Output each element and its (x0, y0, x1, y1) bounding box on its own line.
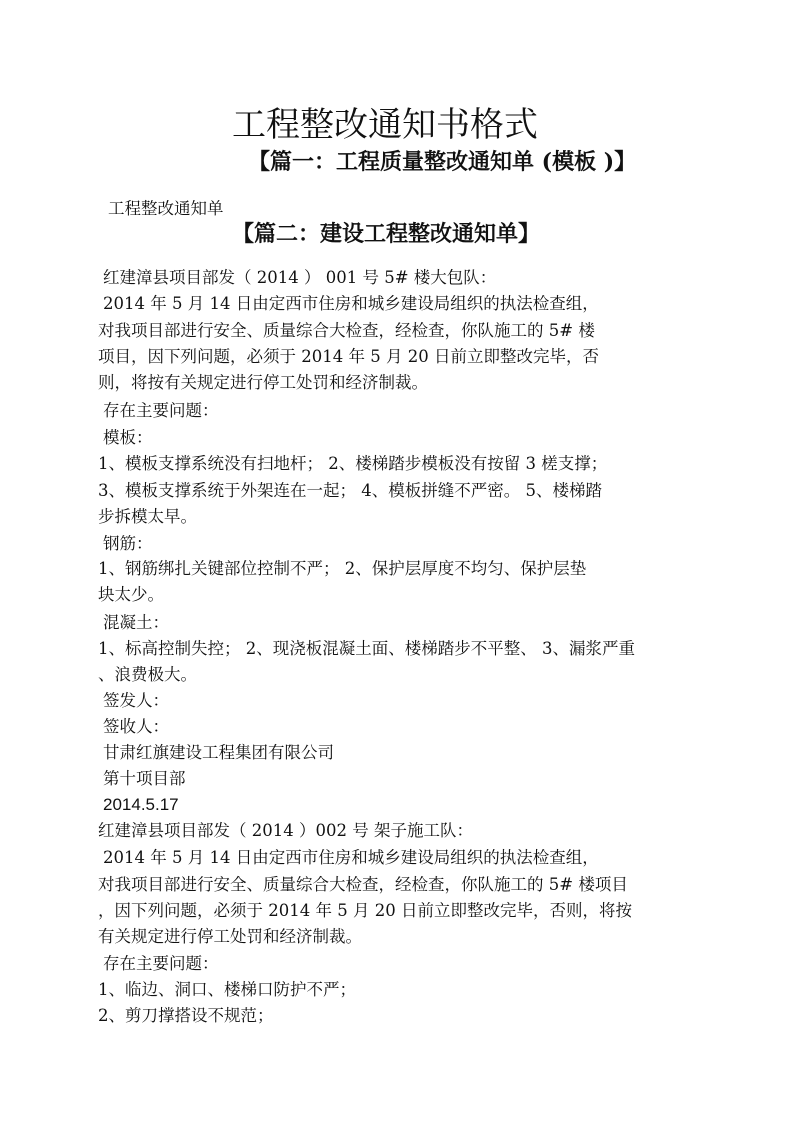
notice-header-line: 红建漳县项目部发（ 2014 ） 001 号 5# 楼大包队： (103, 268, 497, 287)
body-line: 项目，因下列问题，必须于 2014 年 5 月 20 日前立即整改完毕，否 (98, 347, 599, 366)
body-line: 则，将按有关规定进行停工处罚和经济制裁。 (98, 373, 428, 392)
notice-date: 2014.5.17 (103, 795, 179, 814)
issue-line: 1、临边、洞口、楼梯口防护不严； (98, 980, 356, 999)
body-line: 有关规定进行停工处罚和经济制裁。 (98, 927, 362, 946)
section-two-heading: 【篇二：建设工程整改通知单】 (232, 221, 541, 247)
body-line: 对我项目部进行安全、质量综合大检查，经检查，你队施工的 5# 楼 (98, 321, 595, 340)
document-title: 工程整改通知书格式 (232, 105, 538, 145)
issue-line: 3、模板支撑系统于外架连在一起； 4、模板拼缝不严密。 5、楼梯踏 (98, 481, 602, 500)
issue-line: 块太少。 (98, 585, 164, 604)
issues-label: 存在主要问题： (103, 401, 219, 420)
section-one-heading: 【篇一：工程质量整改通知单 (模板 )】 (248, 149, 637, 175)
body-line: 2014 年 5 月 14 日由定西市住房和城乡建设局组织的执法检查组， (103, 294, 599, 313)
category-label: 钢筋： (103, 534, 153, 553)
issue-line: 步拆模太早。 (98, 507, 197, 526)
recipient-label: 签收人： (103, 717, 169, 736)
issue-line: 2、剪刀撑搭设不规范； (98, 1006, 274, 1025)
issue-line: 、浪费极大。 (98, 665, 197, 684)
department-name: 第十项目部 (103, 769, 186, 788)
issue-line: 1、模板支撑系统没有扫地杆； 2、楼梯踏步模板没有按留 3 槎支撑； (98, 454, 608, 473)
category-label: 混凝土： (103, 613, 169, 632)
body-line: 对我项目部进行安全、质量综合大检查，经检查，你队施工的 5# 楼项目 (98, 875, 628, 894)
issue-line: 1、标高控制失控； 2、现浇板混凝土面、楼梯踏步不平整、 3、漏浆严重 (98, 639, 635, 658)
issues-label: 存在主要问题： (103, 954, 219, 973)
body-line: 2014 年 5 月 14 日由定西市住房和城乡建设局组织的执法检查组， (103, 848, 599, 867)
body-line: ，因下列问题，必须于 2014 年 5 月 20 日前立即整改完毕，否则，将按 (98, 901, 632, 920)
issuer-label: 签发人： (103, 691, 169, 710)
category-label: 模板： (103, 428, 153, 447)
issue-line: 1、钢筋绑扎关键部位控制不严； 2、保护层厚度不均匀、保护层垫 (98, 559, 587, 578)
company-name: 甘肃红旗建设工程集团有限公司 (103, 743, 334, 762)
notice-subtitle: 工程整改通知单 (108, 199, 224, 218)
notice-header-line: 红建漳县项目部发（ 2014 ）002 号 架子施工队： (98, 821, 473, 840)
